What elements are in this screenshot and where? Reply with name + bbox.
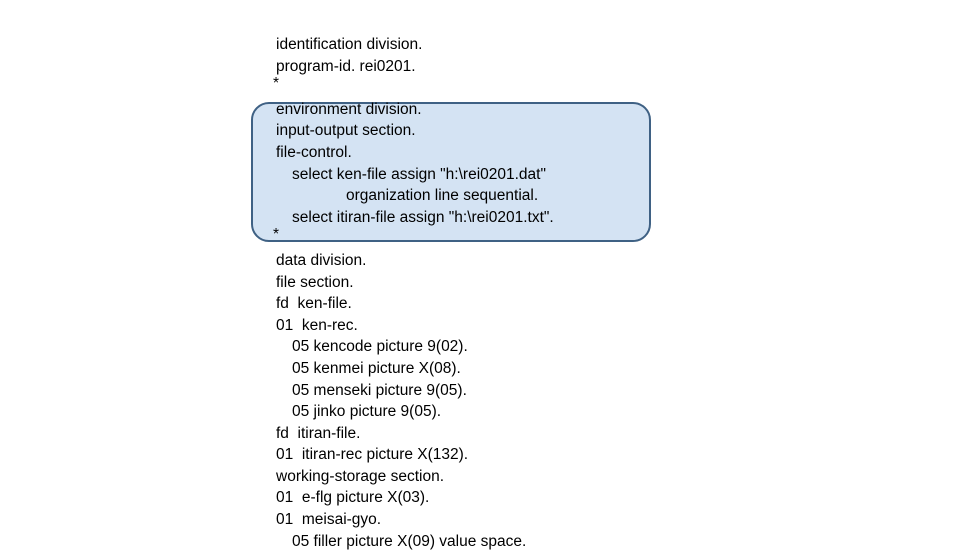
code-line-kencode: 05 kencode picture 9(02). bbox=[292, 338, 468, 356]
code-line-kenmei: 05 kenmei picture X(08). bbox=[292, 359, 461, 377]
code-line-identification-division: identification division. bbox=[276, 36, 423, 53]
code-line-menseki: 05 menseki picture 9(05). bbox=[292, 381, 467, 399]
code-line-e-flg: 01 e-flg picture X(03). bbox=[276, 489, 430, 507]
code-line-filler: 05 filler picture X(09) value space. bbox=[292, 532, 527, 550]
code-line-input-output-section: input-output section. bbox=[276, 122, 416, 140]
code-line-data-division: data division. bbox=[276, 251, 367, 269]
cobol-source-listing bbox=[273, 34, 554, 552]
code-line-file-control: file-control. bbox=[276, 143, 352, 161]
comment-marker: * bbox=[273, 75, 280, 93]
code-line-select-ken-file: select ken-file assign "h:\rei0201.dat" bbox=[292, 165, 546, 183]
code-line-jinko: 05 jinko picture 9(05). bbox=[292, 403, 442, 421]
code-line-file-section: file section. bbox=[276, 273, 354, 291]
code-line-select-itiran-file: select itiran-file assign "h:\rei0201.txt". bbox=[292, 208, 554, 226]
code-line-program-id: program-id. rei0201. bbox=[276, 57, 416, 75]
code-line-fd-ken-file: fd ken-file. bbox=[276, 295, 352, 313]
comment-marker: * bbox=[273, 226, 280, 244]
code-line-organization: organization line sequential. bbox=[346, 187, 539, 205]
code-line-working-storage-section: working-storage section. bbox=[276, 467, 444, 485]
code-line-fd-itiran-file: fd itiran-file. bbox=[276, 424, 361, 442]
code-line-environment-division: environment division. bbox=[276, 100, 422, 118]
code-line-ken-rec: 01 ken-rec. bbox=[276, 316, 358, 334]
code-line-itiran-rec: 01 itiran-rec picture X(132). bbox=[276, 446, 469, 464]
code-line-meisai-gyo: 01 meisai-gyo. bbox=[276, 511, 382, 529]
